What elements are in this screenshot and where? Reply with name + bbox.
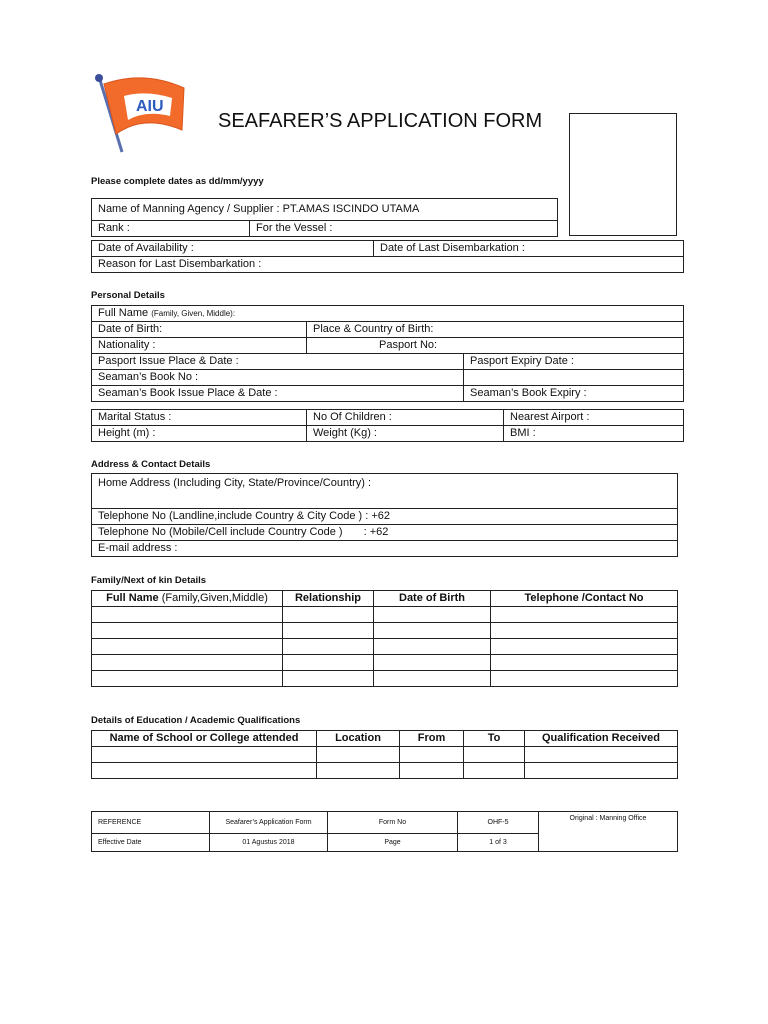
address-heading: Address & Contact Details	[91, 459, 211, 470]
seaman-book-no-field[interactable]: Seaman’s Book No :	[92, 370, 464, 386]
rank-field[interactable]: Rank :	[92, 221, 250, 237]
mobile-value: : +62	[363, 526, 389, 538]
marital-field[interactable]: Marital Status :	[92, 410, 307, 426]
email-field[interactable]: E-mail address :	[92, 541, 678, 557]
table-row[interactable]	[92, 763, 678, 779]
address-table	[91, 473, 678, 557]
full-name-label: Full Name	[98, 307, 149, 319]
dob-field[interactable]: Date of Birth:	[92, 322, 307, 338]
logo-text: AIU	[136, 98, 164, 115]
reason-field[interactable]: Reason for Last Disembarkation :	[92, 257, 684, 273]
col-from: From	[400, 731, 464, 747]
seaman-book-issue-field[interactable]: Seaman’s Book Issue Place & Date :	[92, 386, 464, 402]
nationality-field[interactable]: Nationality :	[92, 338, 307, 354]
passport-issue-field[interactable]: Pasport Issue Place & Date :	[92, 354, 464, 370]
passport-no-field[interactable]: Pasport No:	[307, 338, 684, 354]
family-heading: Family/Next of kin Details	[91, 575, 207, 586]
company-logo	[84, 68, 204, 156]
page-title: SEAFARER’S APPLICATION FORM	[218, 110, 543, 132]
table-row[interactable]	[92, 671, 678, 687]
col-phone: Telephone /Contact No	[491, 591, 678, 607]
education-heading: Details of Education / Academic Qualifications	[91, 715, 301, 726]
height-field[interactable]: Height (m) :	[92, 426, 307, 442]
col-school: Name of School or College attended	[92, 731, 317, 747]
col-dob: Date of Birth	[374, 591, 491, 607]
personal-table-2	[91, 409, 684, 442]
seaman-book-blank	[464, 370, 684, 386]
home-address-field[interactable]: Home Address (Including City, State/Province/Country) :	[92, 474, 678, 509]
original-note: Original : Manning Office	[539, 812, 678, 852]
page-label: Page	[328, 834, 458, 852]
table-row[interactable]	[92, 607, 678, 623]
airport-field[interactable]: Nearest Airport :	[504, 410, 684, 426]
table-row[interactable]	[92, 639, 678, 655]
col-relationship: Relationship	[283, 591, 374, 607]
table-row[interactable]	[92, 747, 678, 763]
table-row[interactable]	[92, 655, 678, 671]
mobile-field[interactable]	[92, 525, 678, 541]
agency-name-field[interactable]: Name of Manning Agency / Supplier : PT.AMAS ISCINDO UTAMA	[92, 199, 558, 221]
table-row[interactable]	[92, 623, 678, 639]
form-no-label: Form No	[328, 812, 458, 834]
col-full-name-label: Full Name	[106, 592, 159, 604]
family-table	[91, 590, 678, 687]
availability-table	[91, 240, 684, 273]
landline-field[interactable]: Telephone No (Landline,include Country & City Code ) : +62	[92, 509, 678, 525]
col-full-name-hint: (Family,Given,Middle)	[161, 592, 268, 604]
education-table	[91, 730, 678, 779]
form-no-value: OHF-5	[458, 812, 539, 834]
personal-table-1	[91, 305, 684, 402]
agency-table	[91, 198, 558, 237]
form-name: Seafarer’s Application Form	[210, 812, 328, 834]
effective-date: 01 Agustus 2018	[210, 834, 328, 852]
personal-heading: Personal Details	[91, 290, 165, 301]
reference-label: REFERENCE	[92, 812, 210, 834]
col-to: To	[464, 731, 525, 747]
last-disembark-field[interactable]: Date of Last Disembarkation :	[374, 241, 684, 257]
mobile-label: Telephone No (Mobile/Cell include Country Code )	[98, 526, 343, 538]
effective-label: Effective Date	[92, 834, 210, 852]
availability-field[interactable]: Date of Availability :	[92, 241, 374, 257]
col-full-name	[92, 591, 283, 607]
full-name-hint: (Family, Given, Middle):	[151, 309, 236, 318]
place-birth-field[interactable]: Place & Country of Birth:	[307, 322, 684, 338]
weight-field[interactable]: Weight (Kg) :	[307, 426, 504, 442]
full-name-field[interactable]	[92, 306, 684, 322]
vessel-field[interactable]: For the Vessel :	[250, 221, 558, 237]
passport-expiry-field[interactable]: Pasport Expiry Date :	[464, 354, 684, 370]
col-location: Location	[317, 731, 400, 747]
seaman-book-expiry-field[interactable]: Seaman’s Book Expiry :	[464, 386, 684, 402]
footer-table	[91, 811, 678, 852]
children-field[interactable]: No Of Children :	[307, 410, 504, 426]
page-value: 1 of 3	[458, 834, 539, 852]
bmi-field[interactable]: BMI :	[504, 426, 684, 442]
col-qualification: Qualification Received	[525, 731, 678, 747]
photo-box	[569, 113, 677, 236]
date-instruction: Please complete dates as dd/mm/yyyy	[91, 176, 264, 187]
